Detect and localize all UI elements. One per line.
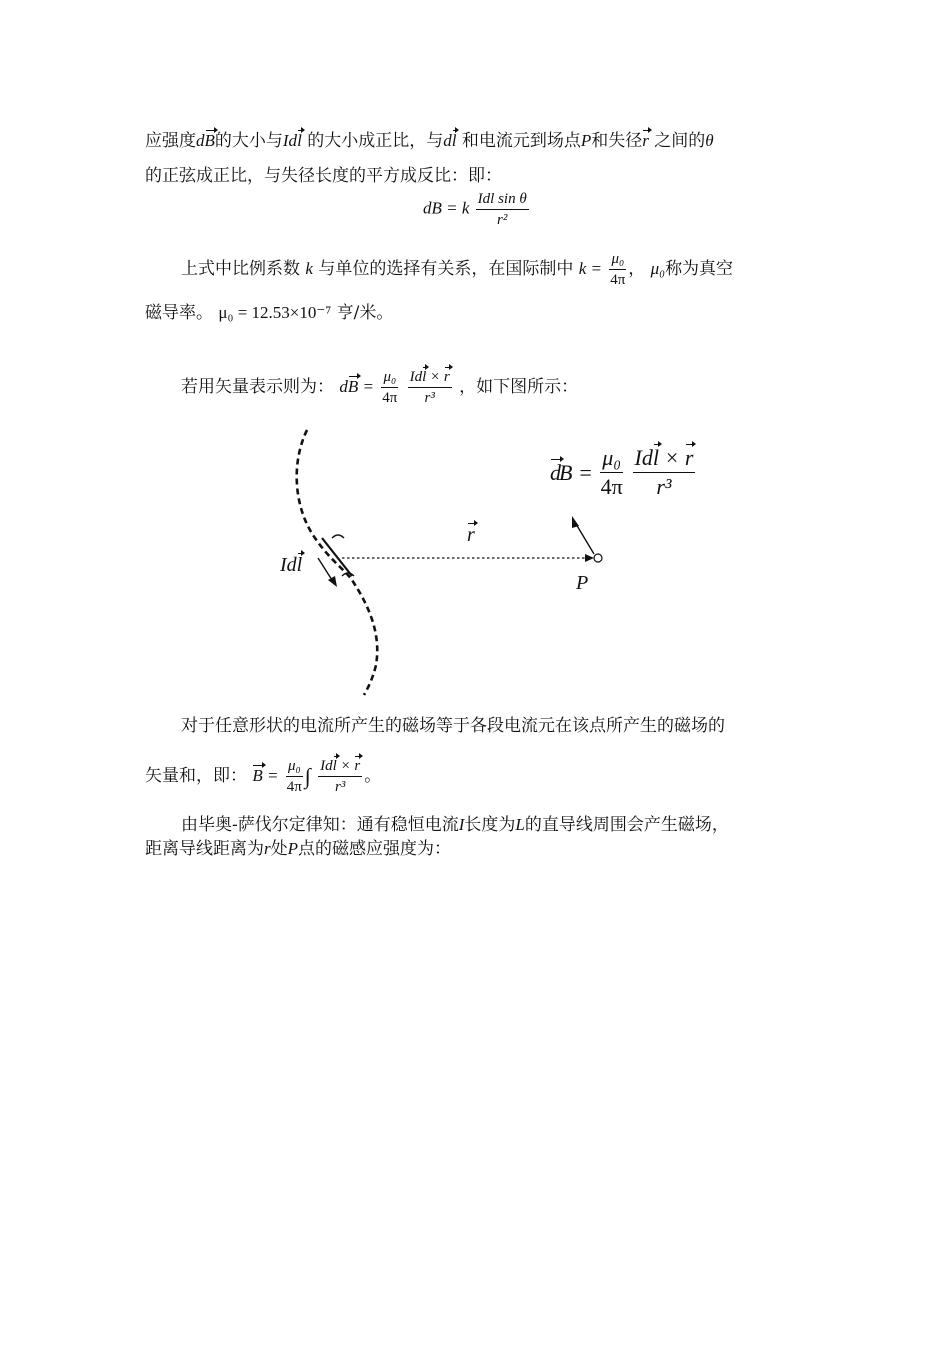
text: 的大小成正比，与 [307, 131, 444, 151]
fraction [408, 368, 452, 407]
current-wire [297, 430, 378, 695]
text: 亨/米。 [336, 303, 394, 323]
denominator: 4π [382, 390, 398, 406]
math-mu0: μ₀ [650, 259, 666, 278]
paragraph-4-line-2 [145, 757, 381, 796]
text: 距离导线距离为 [145, 839, 264, 859]
paragraph-1-line-1 [145, 131, 714, 151]
paragraph-5-line-1 [181, 815, 729, 835]
idl-arrow [318, 558, 332, 580]
text: 上式中比例系数 [181, 259, 300, 279]
idl-arrowhead [328, 576, 337, 587]
element-bracket-top [332, 535, 344, 538]
numerator: μ₀ [286, 757, 303, 777]
label-P: P [576, 572, 589, 594]
fraction [609, 250, 626, 289]
dB-arrowhead [572, 516, 579, 528]
math-dB-eq: dB = [339, 377, 375, 396]
denominator: 4π [600, 474, 623, 499]
text: 若用矢量表示则为： [181, 377, 334, 397]
dB-arrow [576, 524, 594, 554]
fraction [318, 757, 362, 796]
fraction [476, 190, 529, 229]
text: 点的磁感应强度为： [298, 839, 452, 859]
math-dl: dl [443, 131, 457, 150]
math-k-eq: k = [578, 259, 603, 278]
text: 由毕奥-萨伐尔定律知：通有稳恒电流 [181, 815, 459, 835]
text: 和失径 [591, 131, 643, 151]
numerator: Idl × r [318, 757, 362, 777]
text: 和电流元到场点 [461, 131, 581, 151]
paragraph-2-line-1 [181, 250, 733, 289]
paragraph-4-line-1: 对于任意形状的电流所产生的磁场等于各段电流元在该点所产生的磁场的 [181, 716, 725, 736]
denominator: 4π [286, 779, 302, 795]
text: 应强度 [145, 131, 196, 151]
paragraph-2-line-2 [145, 303, 393, 323]
math-theta: θ [705, 131, 714, 150]
denominator: r³ [656, 474, 672, 499]
numerator: μ₀ [609, 250, 626, 270]
numerator: μ₀ [381, 368, 398, 388]
math-r: r [642, 131, 649, 150]
math-Idl: Idl [282, 131, 302, 150]
math-P: P [580, 131, 592, 150]
text: 的直导线周围会产生磁场， [524, 815, 729, 835]
fraction [633, 445, 696, 500]
fraction [286, 757, 303, 796]
text: 与单位的选择有关系，在国际制中 [318, 259, 574, 279]
numerator: Idl × r [408, 368, 452, 388]
point-P [594, 554, 602, 562]
equation-lhs: dB = k [423, 198, 470, 218]
text: 之间的 [654, 131, 706, 151]
integral-sign: ∫ [304, 763, 311, 789]
math-mu0-value: μ₀ = 12.53×10⁻⁷ [218, 303, 332, 322]
text: ，如下图所示： [459, 377, 579, 397]
numerator: Idl sin θ [476, 190, 529, 210]
figure-formula: dB = $\frac{\text{μ₀}}{4\pi}$ $\frac{\text{Idl × r}}{\text{r³}}$ [550, 445, 694, 499]
fraction [381, 368, 398, 407]
math-dB: dB [196, 131, 215, 150]
denominator: 4π [610, 272, 626, 288]
text: ， [628, 259, 646, 279]
numerator: μ₀ [600, 445, 623, 473]
denominator: r³ [335, 779, 346, 795]
numerator: Idl × r [633, 445, 696, 473]
label-r: r [467, 524, 475, 546]
math-P: P [287, 839, 299, 858]
text: 的大小与 [214, 131, 283, 151]
text: 长度为 [464, 815, 516, 835]
paragraph-5-line-2 [145, 839, 451, 859]
text: 矢量和，即： [145, 766, 247, 786]
label-Idl: Idl [280, 554, 303, 576]
biot-savart-figure [270, 420, 730, 705]
paragraph-3 [181, 368, 578, 407]
text: 。 [364, 766, 382, 786]
math-L: L [515, 815, 525, 834]
math-k: k [305, 259, 313, 278]
text: 磁导率。 [145, 303, 213, 323]
r-arrowhead [585, 554, 594, 562]
fraction [600, 445, 623, 500]
equation-dB-scalar [423, 190, 531, 229]
math-I: I [458, 815, 465, 834]
text: 称为真空 [665, 259, 734, 279]
text: 处 [270, 839, 288, 859]
math-r: r [264, 839, 271, 858]
math-B-eq: B = [252, 766, 279, 785]
paragraph-1-line-2: 的正弦成正比，与失径长度的平方成反比：即： [145, 166, 502, 186]
denominator: r³ [424, 390, 435, 406]
denominator: r² [497, 212, 508, 228]
